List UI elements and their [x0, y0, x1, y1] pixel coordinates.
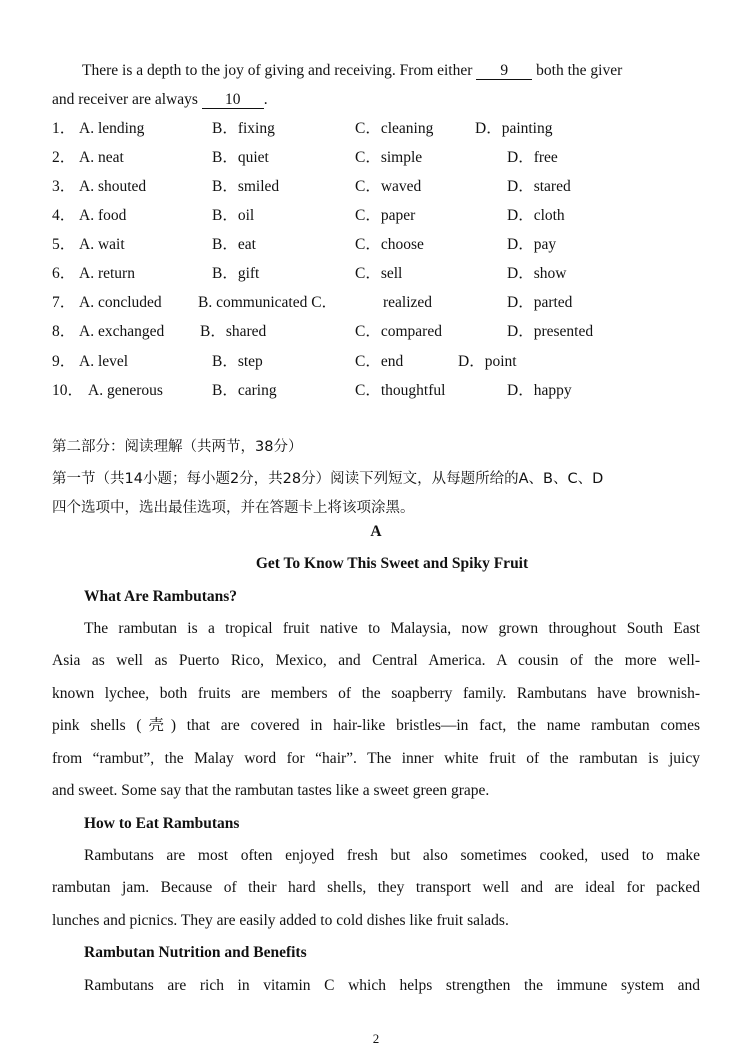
paragraph-line: known lychee, both fruits are members of the soapberry family. Rambutans have brownish-: [52, 685, 700, 702]
option-c: C．choose: [355, 236, 424, 253]
intro-text: and receiver are always: [52, 91, 202, 108]
paragraph-line: Asia as well as Puerto Rico, Mexico, and Central America. A cousin of the more well-: [52, 652, 700, 669]
question-number: 5．: [52, 236, 76, 253]
intro-text: both the giver: [532, 62, 623, 79]
question-number: 6．: [52, 265, 76, 282]
option-d: D．show: [507, 265, 567, 282]
option-a: A. lending: [79, 120, 145, 137]
paragraph-line: and sweet. Some say that the rambutan tastes like a sweet green grape.: [52, 782, 490, 799]
option-d: D．cloth: [507, 207, 565, 224]
question-number: 3．: [52, 178, 76, 195]
question-number: 4．: [52, 207, 76, 224]
subheading-nutrition: Rambutan Nutrition and Benefits: [84, 944, 307, 961]
option-a: A. food: [79, 207, 127, 224]
option-a: A. return: [79, 265, 135, 282]
option-c: C．paper: [355, 207, 416, 224]
cloze-intro-line2: [52, 90, 268, 110]
paragraph-line: lunches and picnics. They are easily added to cold dishes like fruit salads.: [52, 912, 509, 929]
question-number: 10．: [52, 382, 84, 399]
question-number: 7．: [52, 294, 76, 311]
option-b: B．gift: [212, 265, 260, 282]
option-b: B．fixing: [212, 120, 275, 137]
blank-10: 10: [202, 92, 264, 109]
subheading-how-to-eat: How to Eat Rambutans: [84, 815, 240, 832]
option-d: D．parted: [507, 294, 573, 311]
paragraph-line: Rambutans are rich in vitamin C which helps strengthen the immune system and: [84, 977, 700, 994]
option-c: C．compared: [355, 323, 442, 340]
option-c: C．sell: [355, 265, 403, 282]
option-b: B．caring: [212, 382, 277, 399]
option-d: D．stared: [507, 178, 571, 195]
option-d: D．free: [507, 149, 558, 166]
question-number: 1．: [52, 120, 76, 137]
option-b: B．eat: [212, 236, 256, 253]
paragraph-line: The rambutan is a tropical fruit native to Malaysia, now grown throughout South East: [84, 620, 700, 637]
option-a: A. level: [79, 353, 129, 370]
option-d: D．point: [458, 353, 517, 370]
article-title: Get To Know This Sweet and Spiky Fruit: [255, 555, 529, 572]
passage-letter: A: [370, 523, 382, 540]
option-b: B. communicated C．: [198, 294, 338, 311]
option-c: realized: [383, 294, 433, 311]
intro-text: There is a depth to the joy of giving and receiving. From either: [82, 62, 477, 79]
option-d: D．pay: [507, 236, 557, 253]
intro-text: .: [263, 91, 268, 108]
option-b: B．oil: [212, 207, 255, 224]
paragraph-line: Rambutans are most often enjoyed fresh but also sometimes cooked, used to make: [84, 847, 700, 864]
subheading-what-are-rambutans: What Are Rambutans?: [84, 588, 238, 605]
option-d: D．happy: [507, 382, 572, 399]
paragraph-line: from “rambut”, the Malay word for “hair”. The inner white fruit of the rambutan is juicy: [52, 750, 700, 767]
paragraph-line: rambutan jam. Because of their hard shells, they transport well and are ideal for packed: [52, 879, 700, 896]
question-number: 2．: [52, 149, 76, 166]
option-a: A. exchanged: [79, 323, 165, 340]
section-instructions-line1: 第一节（共14小题；每小题2分，共28分）阅读下列短文，从每题所给的A、B、C、D: [52, 471, 604, 487]
section-instructions-line2: 四个选项中，选出最佳选项，并在答题卡上将该项涂黑。: [52, 500, 415, 516]
option-b: B．shared: [200, 323, 267, 340]
option-b: B．quiet: [212, 149, 269, 166]
paragraph-line: pink shells (壳) that are covered in hair-like bristles—in fact, the name rambutan comes: [52, 717, 700, 734]
option-a: A. shouted: [79, 178, 147, 195]
blank-9: 9: [476, 63, 532, 80]
part-title: 第二部分：阅读理解（共两节，38分）: [52, 439, 303, 455]
option-c: C．waved: [355, 178, 422, 195]
option-c: C．thoughtful: [355, 382, 446, 399]
option-c: C．end: [355, 353, 404, 370]
option-b: B．step: [212, 353, 263, 370]
option-c: C．cleaning: [355, 120, 434, 137]
page-number: 2: [372, 1031, 380, 1046]
cloze-intro-line1: [82, 61, 622, 81]
option-d: D．painting: [475, 120, 553, 137]
option-a: A. wait: [79, 236, 125, 253]
option-a: A. generous: [88, 382, 163, 399]
option-a: A. neat: [79, 149, 124, 166]
question-number: 9．: [52, 353, 76, 370]
option-d: D．presented: [507, 323, 594, 340]
option-b: B．smiled: [212, 178, 280, 195]
option-c: C．simple: [355, 149, 423, 166]
question-number: 8．: [52, 323, 76, 340]
option-a: A. concluded: [79, 294, 162, 311]
